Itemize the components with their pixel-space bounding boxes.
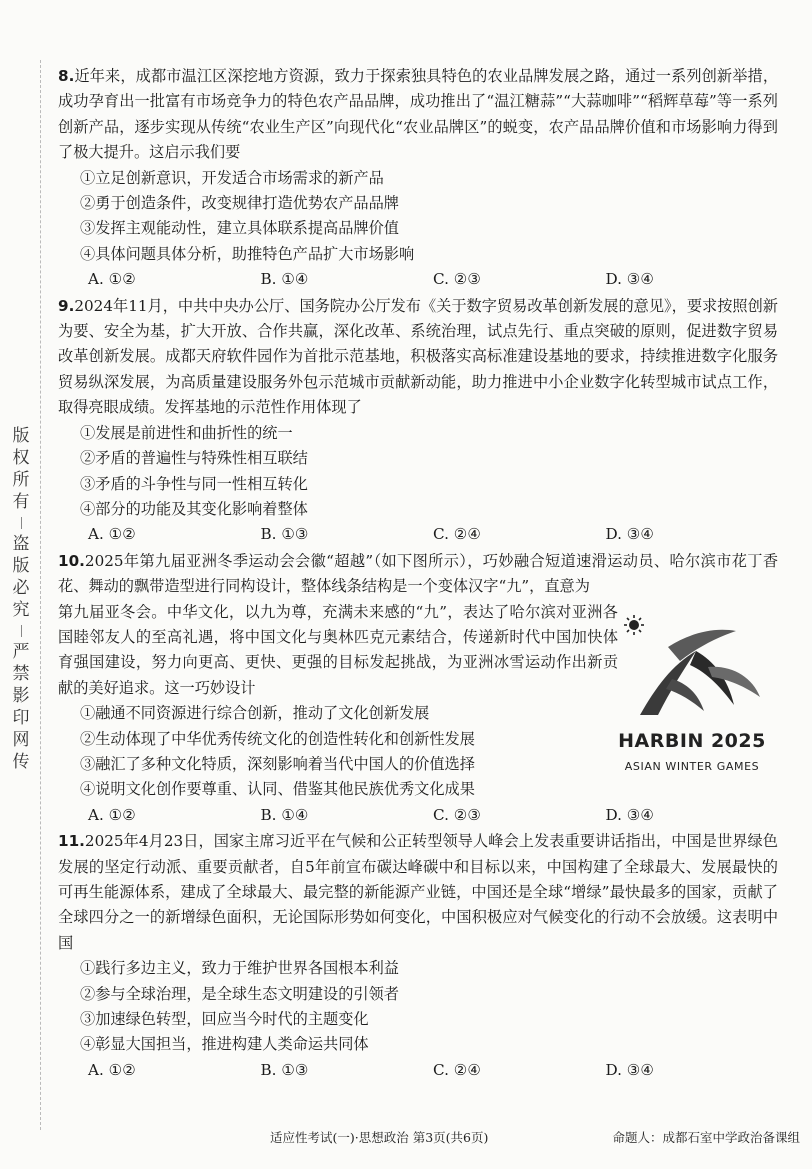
stem-text: 滨市花丁香花、舞动的飘带造型进行同构设计，整体线条结构是一个变体汉字“九”，直意为 bbox=[58, 551, 779, 596]
statement-item: ④说明文化创作要尊重、认同、借鉴其他民族优秀文化成果 bbox=[80, 780, 475, 799]
side-char: 严 bbox=[12, 642, 30, 662]
option-b[interactable]: B. ①③ bbox=[260, 525, 309, 544]
side-char: 究 bbox=[12, 600, 30, 620]
statement-item: ③发挥主观能动性，建立具体联系提高品牌价值 bbox=[80, 219, 399, 238]
question-11 bbox=[58, 829, 778, 1083]
statement-item: ④彰显大国担当，推进构建人类命运共同体 bbox=[80, 1035, 369, 1054]
side-char: 禁 bbox=[12, 664, 30, 684]
side-char: 版 bbox=[12, 556, 30, 576]
side-char: 盗 bbox=[12, 534, 30, 554]
side-char: 影 bbox=[12, 686, 30, 706]
side-char: 所 bbox=[12, 470, 30, 490]
page-footer bbox=[270, 1128, 800, 1146]
footer-page-info: 适应性考试(一)·思想政治 第3页(共6页) bbox=[270, 1130, 489, 1145]
option-a[interactable]: A. ①② bbox=[88, 1060, 136, 1079]
side-char: 版 bbox=[12, 426, 30, 446]
option-b[interactable]: B. ①③ bbox=[260, 1060, 309, 1079]
option-c[interactable]: C. ②③ bbox=[433, 270, 481, 289]
question-stem bbox=[58, 294, 778, 421]
option-d[interactable]: D. ③④ bbox=[605, 525, 655, 544]
statement-item: ②矛盾的普遍性与特殊性相互联结 bbox=[80, 449, 308, 468]
harbin-2025-emblem bbox=[610, 607, 772, 783]
statement-item: ③融汇了多种文化特质，深刻影响着当代中国人的价值选择 bbox=[80, 754, 475, 773]
option-a[interactable]: A. ①② bbox=[88, 525, 136, 544]
answer-options bbox=[58, 267, 778, 292]
statement-item: ①融通不同资源进行综合创新，推动了文化创新发展 bbox=[80, 704, 430, 723]
statement-item: ①发展是前进性和曲折性的统一 bbox=[80, 423, 293, 442]
question-number: 10. bbox=[58, 551, 85, 570]
side-separator bbox=[21, 517, 22, 529]
copyright-vertical-text bbox=[8, 425, 34, 773]
option-b[interactable]: B. ①④ bbox=[260, 270, 309, 289]
statement-item: ④部分的功能及其变化影响着整体 bbox=[80, 499, 308, 518]
question-stem bbox=[58, 829, 778, 956]
emblem-graphic-icon bbox=[610, 607, 772, 727]
emblem-subtitle: ASIAN WINTER GAMES bbox=[624, 759, 760, 773]
option-d[interactable]: D. ③④ bbox=[605, 270, 655, 289]
option-a[interactable]: A. ①② bbox=[88, 805, 136, 824]
option-c[interactable]: C. ②④ bbox=[433, 525, 481, 544]
question-stem bbox=[58, 549, 778, 600]
side-char: 有 bbox=[12, 492, 30, 512]
stem-text: 2025年4月23日，国家主席习近平在气候和公正转型领导人峰会上发表重要讲话指出，中国是世界绿色发展的坚定行动派、重要贡献者，自5年前宣布碳达峰碳中和目标以来，中国构建了全球最大、发展最快的可再生能源体系，建成了全球最大、最完整的新能源产业链，中国还是全球“增绿”最快最多的国家，贡献了全球四分之一的新增绿色面积，无论国际形势如何变化，中国积极应对气候变化的行动不会放缓。这表明中国 bbox=[58, 832, 778, 952]
question-number: 9. bbox=[58, 296, 75, 315]
side-char: 网 bbox=[12, 730, 30, 750]
emblem-title: HARBIN 2025 bbox=[618, 729, 766, 752]
option-d[interactable]: D. ③④ bbox=[605, 805, 655, 824]
binding-line bbox=[40, 60, 41, 1130]
answer-options bbox=[58, 522, 778, 547]
questions bbox=[58, 64, 778, 1084]
side-char: 权 bbox=[12, 448, 30, 468]
option-c[interactable]: C. ②④ bbox=[433, 1060, 481, 1079]
question-number: 8. bbox=[58, 67, 75, 85]
side-char: 印 bbox=[12, 708, 30, 728]
footer-author: 命题人：成都石室中学政治备课组 bbox=[612, 1130, 800, 1145]
statement-item: ②参与全球治理，是全球生态文明建设的引领者 bbox=[80, 984, 399, 1003]
statement-item: ①立足创新意识，开发适合市场需求的新产品 bbox=[80, 168, 384, 187]
question-stem-continued: 第九届亚冬会。中华文化，以九为尊，充满未来感的“九”，表达了哈尔滨对亚洲各国睦邻友人的至高礼遇，将中国文化与奥林匹克元素结合，传递新时代中国加快体育强国建设，努力向更高、更快、更强的目标发起挑战，为亚洲冰雪运动作出新贡献的美好追求。这一巧妙设计 bbox=[58, 602, 618, 697]
side-separator bbox=[21, 625, 22, 637]
side-char: 传 bbox=[12, 752, 30, 772]
answer-options bbox=[58, 1058, 778, 1083]
option-b[interactable]: B. ①④ bbox=[260, 805, 309, 824]
option-d[interactable]: D. ③④ bbox=[605, 1060, 655, 1079]
question-9 bbox=[58, 294, 778, 548]
question-stem bbox=[58, 64, 778, 166]
statement-item: ④具体问题具体分析，助推特色产品扩大市场影响 bbox=[80, 244, 415, 263]
stem-text: 2024年11月，中共中央办公厅、国务院办公厅发布《关于数字贸易改革创新发展的意见》，要求按照创新为要、安全为基，扩大开放、合作共赢，深化改革、系统治理，试点先行、重点突破的原则，促进数字贸易改革创新发展。成都天府软件园作为首批示范基地，积极落实高标准建设基地的要求，持续推进数字化服务贸易纵深发展，为高质量建设服务外包示范城市贡献新动能，助力推进中小企业数字化转型城市试点工作，取得亮眼成绩。发挥基地的示范性作用体现了 bbox=[58, 296, 778, 417]
statement-item: ①践行多边主义，致力于维护世界各国根本利益 bbox=[80, 959, 399, 978]
question-10 bbox=[58, 549, 778, 828]
side-char: 必 bbox=[12, 578, 30, 598]
statement-item: ②生动体现了中华优秀传统文化的创造性转化和创新性发展 bbox=[80, 729, 475, 748]
stem-text: 2025年第九届亚洲冬季运动会会徽“超越”（如下图所示），巧妙融合短道速滑运动员、哈尔 bbox=[84, 551, 701, 570]
stem-text: 近年来，成都市温江区深挖地方资源，致力于探索独具特色的农业品牌发展之路，通过一系列创新举措，成功孕育出一批富有市场竞争力的特色农产品品牌，成功推出了“温江糖蒜”“大蒜咖啡”“稻辉草莓”等一系列创新产品，逐步实现从传统“农业生产区”向现代化“农业品牌区”的蜕变，农产品品牌价值和市场影响力得到了极大提升。这启示我们要 bbox=[58, 67, 778, 162]
answer-options bbox=[58, 803, 778, 828]
statement-item: ②勇于创造条件，改变规律打造优势农产品品牌 bbox=[80, 194, 399, 213]
question-8 bbox=[58, 64, 778, 293]
option-a[interactable]: A. ①② bbox=[88, 270, 136, 289]
option-c[interactable]: C. ②③ bbox=[433, 805, 481, 824]
statement-item: ③加速绿色转型，回应当今时代的主题变化 bbox=[80, 1010, 369, 1029]
statement-item: ③矛盾的斗争性与同一性相互转化 bbox=[80, 474, 308, 493]
question-number: 11. bbox=[58, 832, 85, 851]
